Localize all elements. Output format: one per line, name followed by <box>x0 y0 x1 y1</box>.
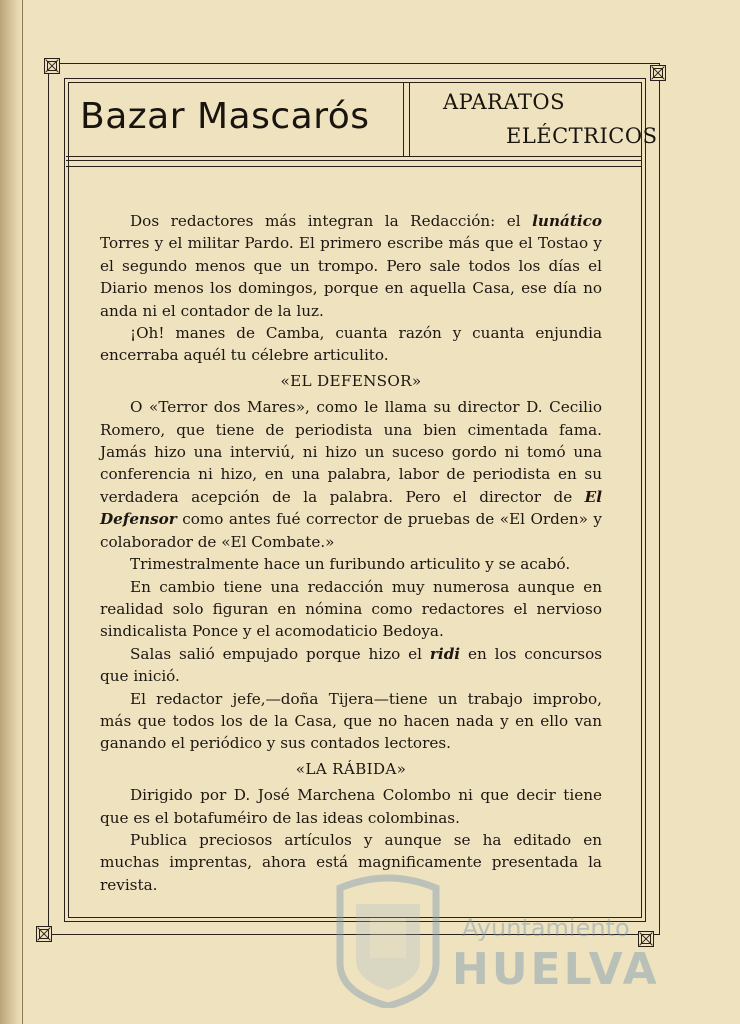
header-rule <box>66 166 642 167</box>
section-heading: «LA RÁBIDA» <box>295 759 407 778</box>
corner-ornament-icon <box>44 58 60 74</box>
advertiser-tagline-line1: APARATOS <box>443 90 565 114</box>
header-rule <box>66 160 642 161</box>
advertiser-name: Bazar Mascarós <box>80 96 370 137</box>
section-heading: «EL DEFENSOR» <box>280 371 422 390</box>
paragraph: Dos redactores más integran la Redacción: el lunático Torres y el militar Pardo. El primero escribe más que el Tostao y el segundo menos que un trompo. Pero sale todos los días el Diario menos los domingos, porque en aquella Casa, ese día no anda ni el contador de la luz. <box>100 212 602 320</box>
paragraph: Trimestralmente hace un furibundo articulito y se acabó. <box>130 555 571 574</box>
header-divider <box>403 82 404 156</box>
watermark-text: HUELVA <box>452 944 660 995</box>
corner-ornament-icon <box>650 65 666 81</box>
header-divider <box>409 82 410 156</box>
paragraph: Salas salió empujado porque hizo el ridi en los concursos que inició. <box>100 644 603 686</box>
paragraph: En cambio tiene una redacción muy numerosa aunque en realidad solo figuran en nómina como redactores el nervioso sindicalista Ponce y el acomodaticio Bedoya. <box>100 577 602 641</box>
paragraph: ¡Oh! manes de Camba, cuanta razón y cuanta enjundia encerraba aquél tu célebre articulito. <box>100 324 602 365</box>
page-edge <box>22 0 23 1024</box>
paragraph: Dirigido por D. José Marchena Colombo ni que decir tiene que es el botafuméiro de las ideas colombinas. <box>100 786 602 827</box>
watermark-seal-icon <box>330 868 446 1008</box>
binding-shadow <box>0 0 24 1024</box>
paragraph: El redactor jefe,—doña Tijera—tiene un trabajo improbo, más que todos los de la Casa, que no hacen nada y en ello van ganando el periódico y sus contados lectores. <box>100 689 602 753</box>
article-body <box>100 210 602 896</box>
paragraph: O «Terror dos Mares», como le llama su director D. Cecilio Romero, que tiene de periodista una bien cimentada fama. Jamás hizo una interviú, ni hizo un suceso gordo ni tomó una conferencia ni hizo, en una palabra, labor de periodista en su verdadera acepción de la palabra. Pero el director de El Defensor como antes fué corrector de pruebas de «El Orden» y colaborador de «El Combate.» <box>100 398 602 551</box>
paragraph: Publica preciosos artículos y aunque se ha editado en muchas imprentas, ahora está magnificamente presentada la revista. <box>100 830 602 894</box>
watermark-text: Ayuntamiento <box>462 914 630 942</box>
advertiser-tagline-line2: ELÉCTRICOS <box>506 124 658 148</box>
header-rule <box>66 156 642 157</box>
corner-ornament-icon <box>36 926 52 942</box>
